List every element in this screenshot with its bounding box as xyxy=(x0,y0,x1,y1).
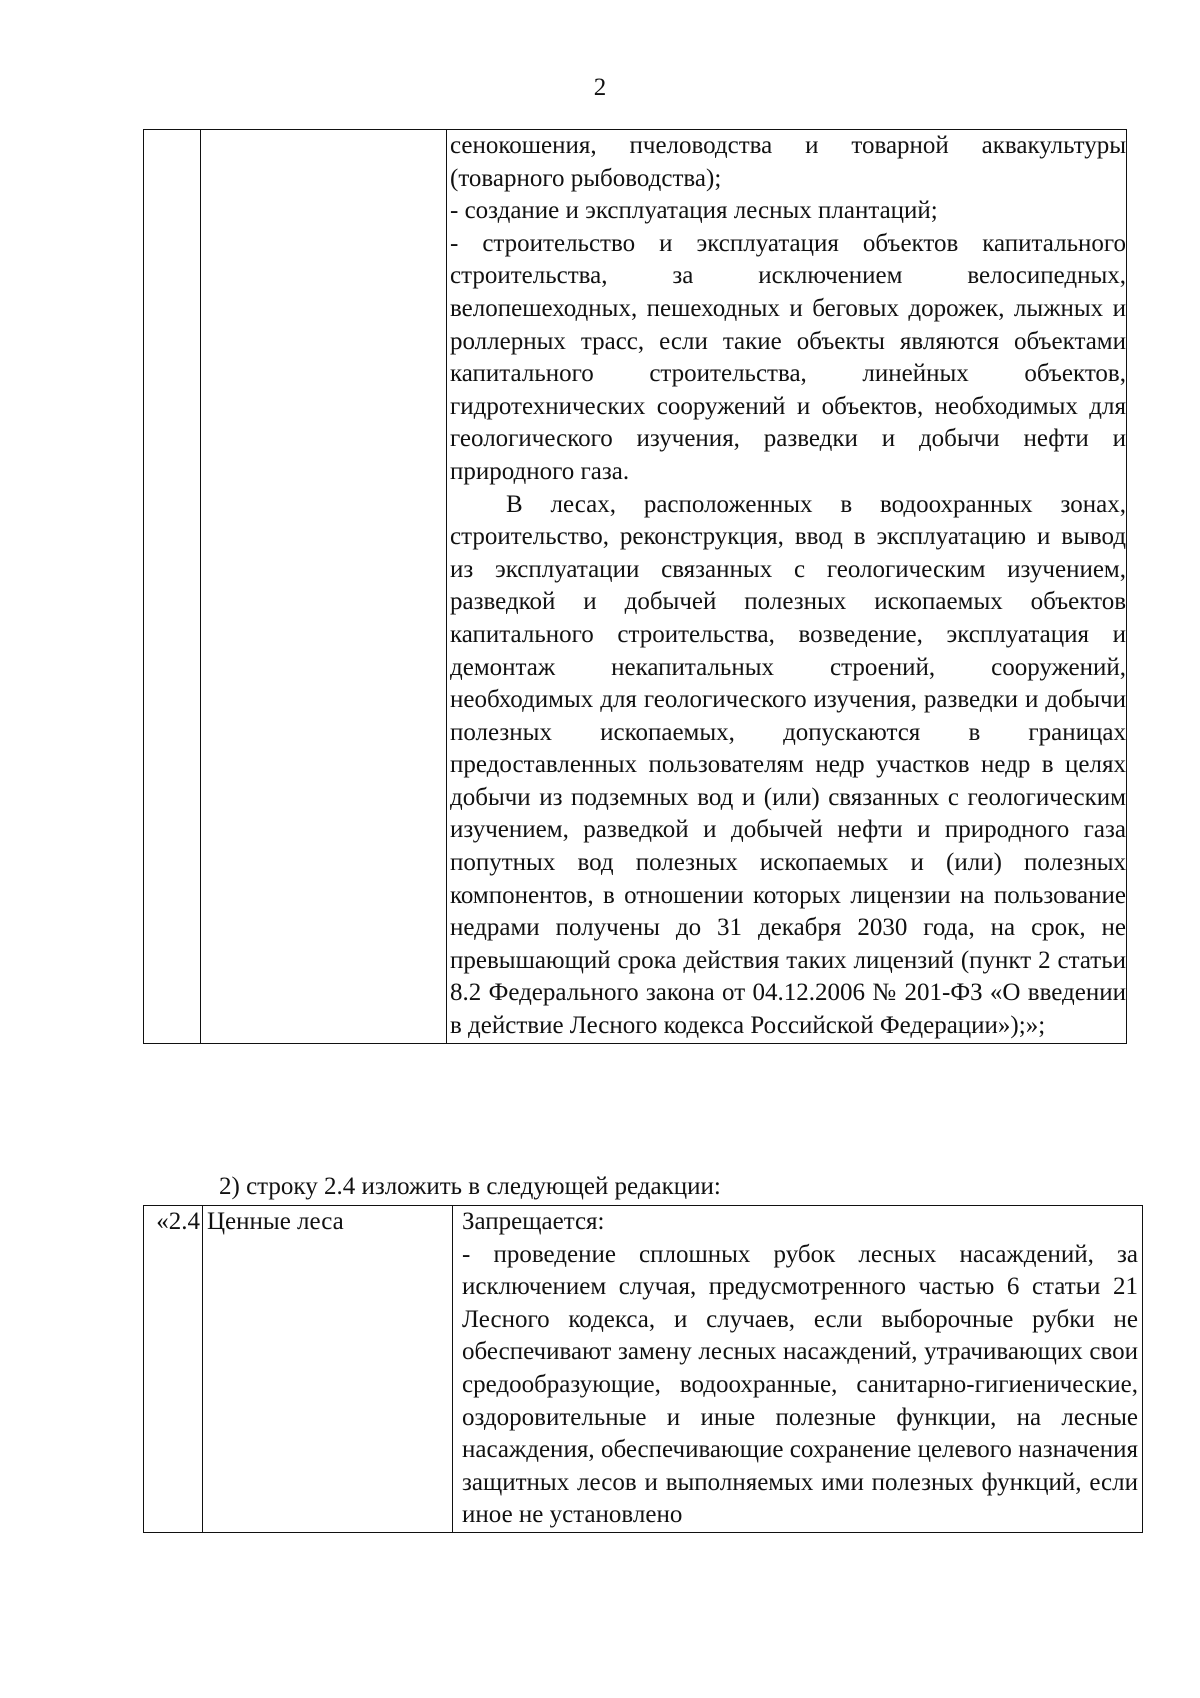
paragraph-heading: Запрещается: xyxy=(462,1208,605,1235)
row-number-cell xyxy=(144,130,201,1044)
regulation-table-continued xyxy=(143,129,1127,1044)
paragraph: В лесах, расположенных в водоохранных зонах, строительство, реконструкция, ввод в эксплуатацию и вывод из эксплуатации связанных с геологическим изучением, разведкой и добычей полезных ископаемых объектов капитального строительства, возведение, эксплуатация и демонтаж некапитальных строений, сооружений, необходимых для геологического изучения, разведки и добычи полезных ископаемых, допускаются в границах предоставленных пользователям недр участков недр в целях добычи из подземных вод и (или) связанных с геологическим изучением, разведкой и добычей нефти и природного газа попутных вод полезных ископаемых и (или) полезных компонентов, в отношении которых лицензии на пользование недрами получены до 31 декабря 2030 года, на срок, не превышающий срока действия таких лицензий (пункт 2 статьи 8.2 Федерального закона от 04.12.2006 № 201-ФЗ «О введении в действие Лесного кодекса Российской Федерации»);»; xyxy=(450,490,1126,1040)
paragraph: - создание и эксплуатация лесных плантаций; xyxy=(450,197,938,225)
regulation-text-cell xyxy=(447,130,1127,1044)
regulation-table-row-2-4 xyxy=(143,1205,1143,1533)
table-row xyxy=(144,130,1127,1044)
regulation-text-cell xyxy=(453,1206,1143,1533)
table-row xyxy=(144,1206,1143,1533)
forest-category-cell: Ценные леса xyxy=(203,1206,453,1533)
paragraph: сенокошения, пчеловодства и товарной аквакультуры (товарного рыбоводства); xyxy=(450,132,1126,192)
amendment-instruction: 2) строку 2.4 изложить в следующей редакции: xyxy=(219,1173,721,1200)
page-number: 2 xyxy=(593,74,607,101)
paragraph: - строительство и эксплуатация объектов капитального строительства, за исключением велосипедных, велопешеходных, пешеходных и беговых дорожек, лыжных и роллерных трасс, если такие объекты являются объектами капитального строительства, линейных объектов, гидротехнических сооружений и объектов, необходимых для геологического изучения, разведки и добычи нефти и природного газа. xyxy=(450,229,1126,485)
row-number-cell: «2.4 xyxy=(144,1206,203,1533)
paragraph: - проведение сплошных рубок лесных насаждений, за исключением случая, предусмотренного частью 6 статьи 21 Лесного кодекса, и случаев, если выборочные рубки не обеспечивают замену лесных насаждений, утрачивающих свои средообразующие, водоохранные, санитарно-гигиенические, оздоровительные и иные полезные функции, на лесные насаждения, обеспечивающие сохранение целевого назначения защитных лесов и выполняемых ими полезных функций, если иное не установлено xyxy=(462,1240,1138,1529)
forest-category-cell xyxy=(201,130,447,1044)
